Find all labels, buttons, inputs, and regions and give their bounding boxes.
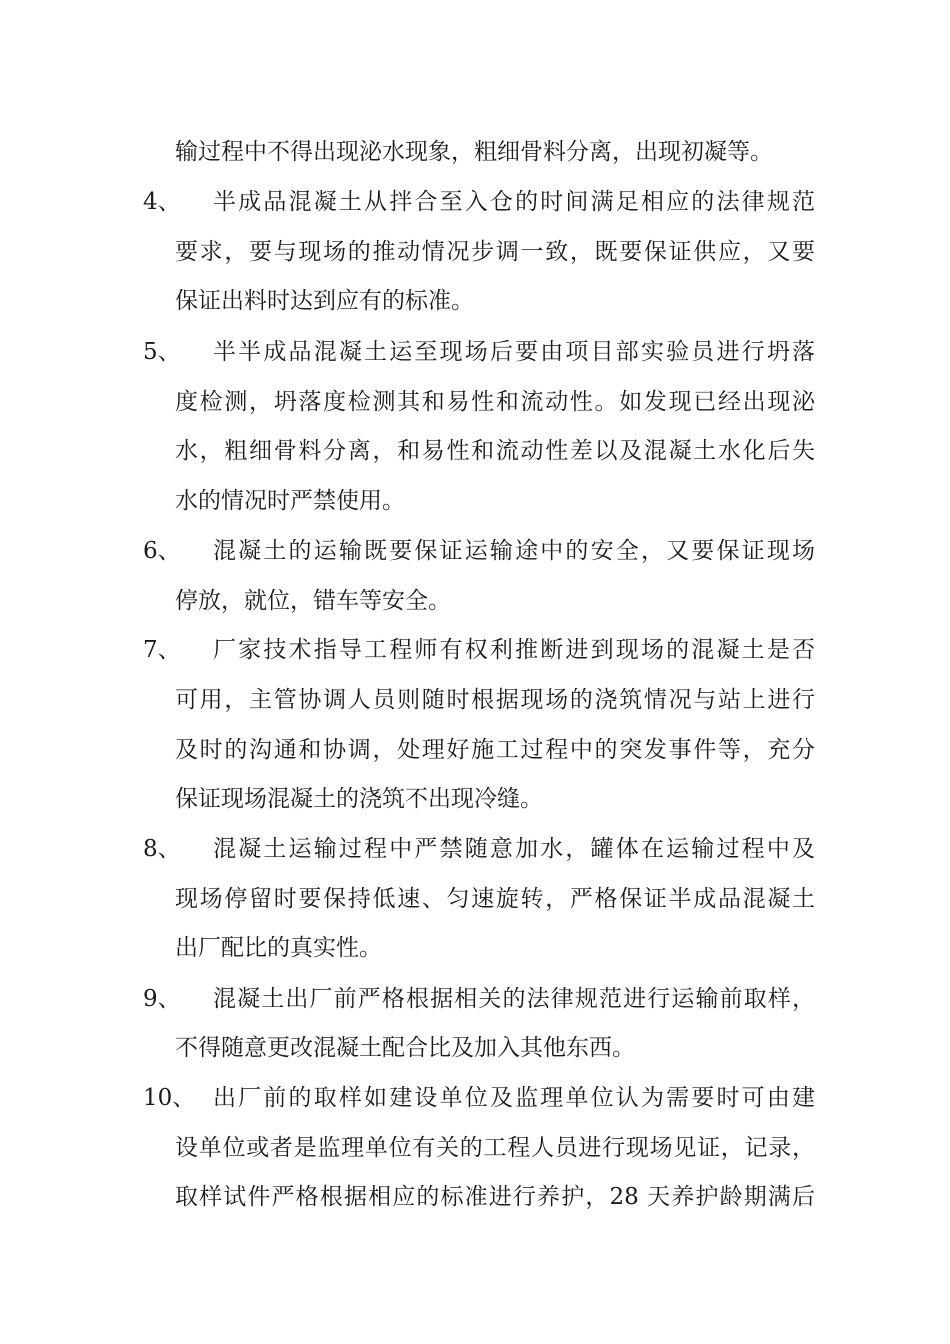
paragraph-line: 出厂前的取样如建设单位及监理单位认为需要时可由建 — [213, 1085, 815, 1111]
paragraph-line: 不得随意更改混凝土配合比及加入其他东西。 — [175, 1035, 635, 1061]
paragraph-line: 保证出料时达到应有的标准。 — [175, 288, 474, 314]
paragraph-line: 混凝土出厂前严格根据相关的法律规范进行运输前取样， — [213, 986, 815, 1012]
item-number: 8、 — [143, 836, 181, 862]
paragraph-line: 混凝土运输过程中严禁随意加水，罐体在运输过程中及 — [213, 836, 815, 862]
paragraph-line: 停放，就位，错车等安全。 — [175, 588, 451, 614]
paragraph-line: 水的情况时严禁使用。 — [175, 488, 405, 514]
item-number: 5、 — [143, 339, 181, 365]
paragraph-line: 保证现场混凝土的浇筑不出现冷缝。 — [175, 786, 543, 812]
paragraph-line: 水，粗细骨料分离，和易性和流动性差以及混凝土水化后失 — [175, 438, 815, 464]
paragraph-line: 及时的沟通和协调，处理好施工过程中的突发事件等，充分 — [175, 737, 815, 763]
paragraph-line: 半半成品混凝土运至现场后要由项目部实验员进行坍落 — [213, 339, 815, 365]
paragraph-line: 取样试件严格根据相应的标准进行养护，28 天养护龄期满后 — [175, 1184, 815, 1210]
paragraph-line: 半成品混凝土从拌合至入仓的时间满足相应的法律规范 — [213, 189, 815, 215]
item-number: 4、 — [143, 189, 181, 215]
item-number: 9、 — [143, 986, 181, 1012]
paragraph-line: 设单位或者是监理单位有关的工程人员进行现场见证，记录， — [175, 1135, 815, 1161]
paragraph-line: 要求，要与现场的推动情况步调一致，既要保证供应，又要 — [175, 239, 815, 265]
paragraph-line: 混凝土的运输既要保证运输途中的安全，又要保证现场 — [213, 538, 815, 564]
paragraph-line: 输过程中不得出现泌水现象，粗细骨料分离，出现初凝等。 — [175, 139, 773, 165]
paragraph-line: 度检测，坍落度检测其和易性和流动性。如发现已经出现泌 — [175, 389, 815, 415]
paragraph-line: 厂家技术指导工程师有权利推断进到现场的混凝土是否 — [213, 637, 815, 663]
item-number: 10、 — [143, 1085, 196, 1111]
paragraph-line: 可用，主管协调人员则随时根据现场的浇筑情况与站上进行 — [175, 687, 815, 713]
item-number: 6、 — [143, 538, 181, 564]
item-number: 7、 — [143, 637, 181, 663]
paragraph-line: 出厂配比的真实性。 — [175, 935, 382, 961]
paragraph-line: 现场停留时要保持低速、匀速旋转，严格保证半成品混凝土 — [175, 886, 815, 912]
